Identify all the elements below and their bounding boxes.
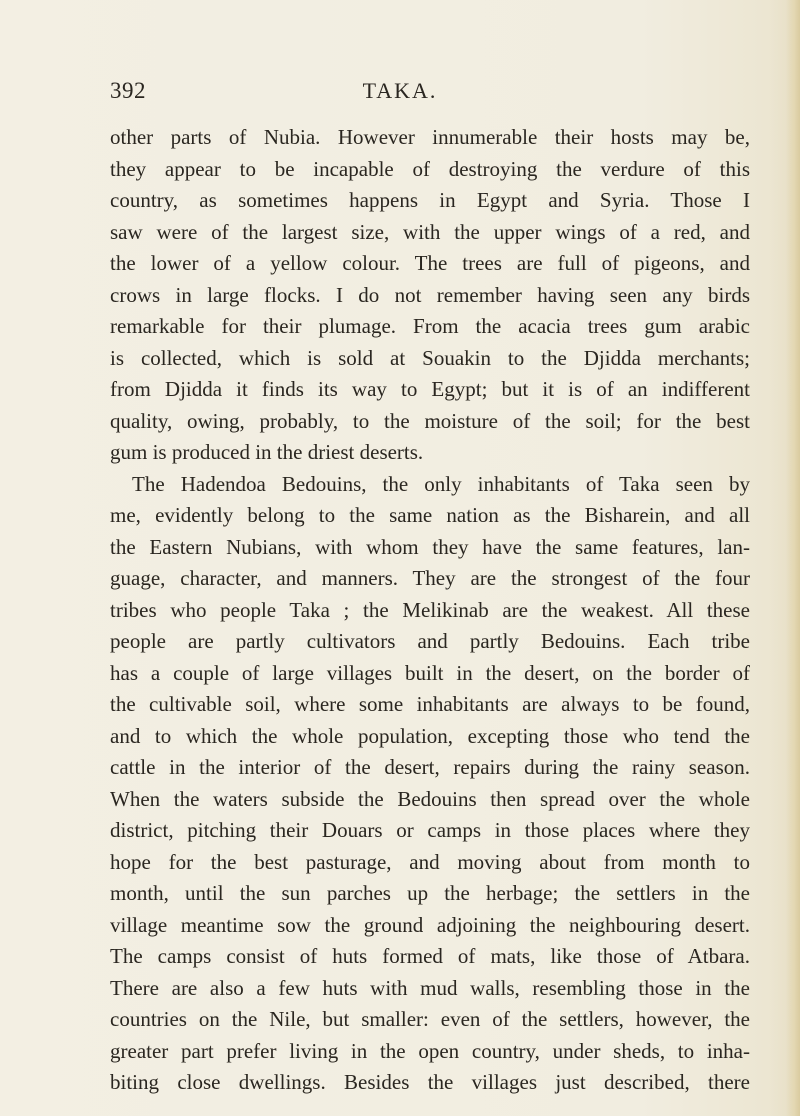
text-line: has a couple of large villages built in the desert, on the border of	[110, 660, 750, 685]
text-line: countries on the Nile, but smaller: even of the settlers, however, the	[110, 1007, 750, 1031]
text-line: is collected, which is sold at Souakin to the Djidda merchants;	[110, 345, 750, 370]
text-line: tribes who people Taka ; the Melikinab are the weakest. All these	[110, 597, 750, 622]
text-line: cattle in the interior of the desert, repairs during the rainy season.	[110, 755, 750, 779]
text-line: other parts of Nubia. However innumerable their hosts may be,	[110, 125, 750, 149]
text-line: When the waters subside the Bedouins then spread over the whole	[110, 786, 750, 811]
text-line: biting close dwellings. Besides the villages just described, there	[110, 1070, 750, 1094]
page-header	[0, 78, 800, 114]
text-line: the Eastern Nubians, with whom they have the same features, lan-	[110, 534, 750, 559]
text-line: quality, owing, probably, to the moisture of the soil; for the best	[110, 408, 750, 433]
text-line: guage, character, and manners. They are the strongest of the four	[110, 566, 750, 590]
text-line: and to which the whole population, excepting those who tend the	[110, 723, 750, 748]
page-edge	[786, 0, 800, 1116]
running-title: TAKA.	[362, 78, 438, 103]
text-line: they appear to be incapable of destroying the verdure of this	[110, 156, 750, 181]
text-line: greater part prefer living in the open country, under sheds, to inha-	[110, 1038, 750, 1063]
text-line: hope for the best pasturage, and moving about from month to	[110, 849, 750, 874]
text-line: country, as sometimes happens in Egypt and Syria. Those I	[110, 188, 750, 212]
text-line: me, evidently belong to the same nation as the Bisharein, and all	[110, 503, 750, 527]
text-line: The camps consist of huts formed of mats, like those of Atbara.	[110, 944, 750, 968]
text-line: village meantime sow the ground adjoining the neighbouring desert.	[110, 912, 750, 937]
text-line: from Djidda it finds its way to Egypt; but it is of an indifferent	[110, 377, 750, 401]
text-line: saw were of the largest size, with the upper wings of a red, and	[110, 219, 750, 244]
text-line: remarkable for their plumage. From the acacia trees gum arabic	[110, 314, 750, 338]
text-line: There are also a few huts with mud walls, resembling those in the	[110, 975, 750, 1000]
text-line: the cultivable soil, where some inhabitants are always to be found,	[110, 692, 750, 716]
text-line: crows in large flocks. I do not remember having seen any birds	[110, 282, 750, 307]
text-line-last: gum is produced in the driest deserts.	[110, 440, 424, 464]
text-line: people are partly cultivators and partly Bedouins. Each tribe	[110, 629, 750, 653]
body-text	[110, 122, 750, 1099]
text-line-paragraph-start: The Hadendoa Bedouins, the only inhabitants of Taka seen by	[132, 471, 750, 496]
text-line: district, pitching their Douars or camps in those places where they	[110, 818, 750, 842]
text-line: the lower of a yellow colour. The trees are full of pigeons, and	[110, 251, 750, 275]
text-line: month, until the sun parches up the herbage; the settlers in the	[110, 881, 750, 905]
page-number: 392	[110, 78, 146, 103]
